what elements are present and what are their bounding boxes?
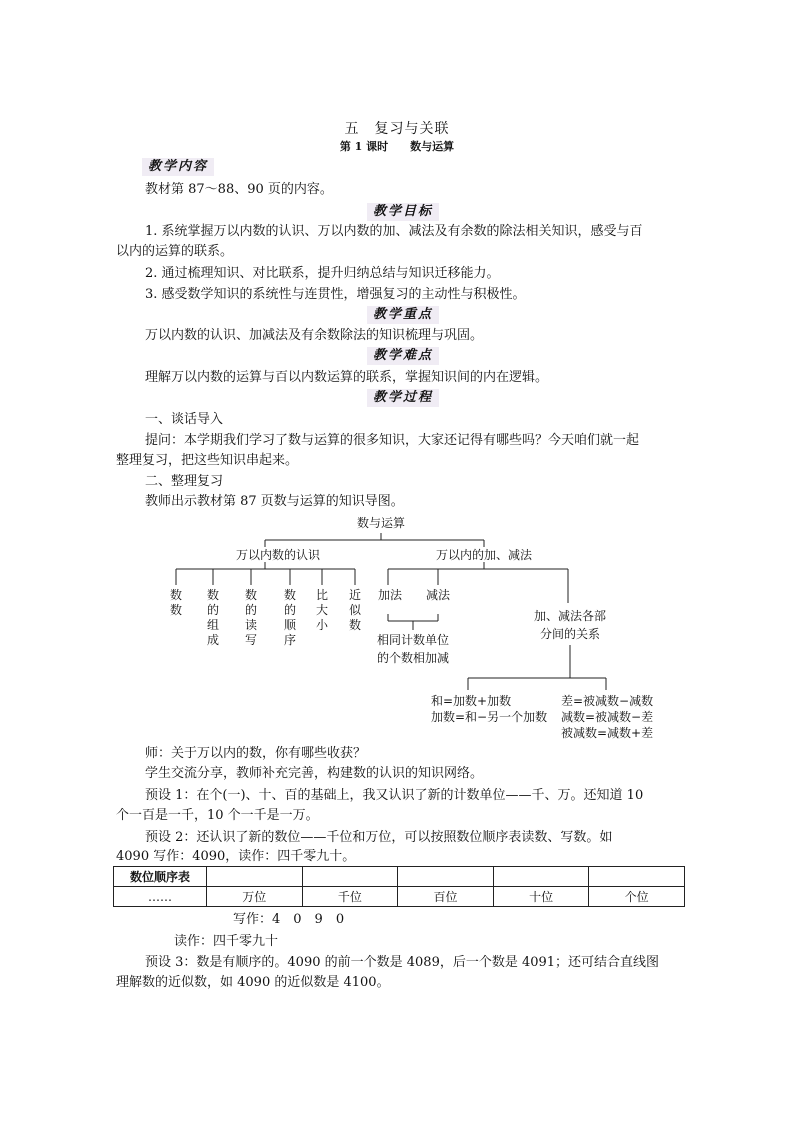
- add-relation-2: 加数=和−另一个加数: [431, 710, 548, 724]
- share-text: 学生交流分享，教师补充完善，构建数的认识的知识网络。: [145, 766, 484, 781]
- lesson-subtitle: 第 1 课时 数与运算: [339, 140, 455, 153]
- teacher-question: 师：关于万以内的数，你有哪些收获？: [145, 746, 367, 761]
- leaf-label-5: 比大小: [315, 588, 329, 632]
- show-map-text: 教师出示教材第 87 页数与运算的知识导图。: [145, 494, 404, 509]
- preset-2-line-2: 4090 写作：4090，读作：四千零九十。: [116, 849, 356, 864]
- empty-cell: [207, 867, 303, 887]
- page-title: 五 复习与关联: [344, 121, 450, 137]
- add-label: 加法: [377, 588, 403, 602]
- step-2-heading: 二、整理复习: [145, 474, 224, 489]
- key-text: 万以内数的认识、加减法及有余数除法的知识梳理与巩固。: [145, 328, 484, 343]
- goal-3: 3. 感受数学知识的系统性与连贯性，增强复习的主动性与积极性。: [145, 287, 526, 302]
- question-line-2: 整理复习，把这些知识串起来。: [116, 453, 299, 468]
- leaf-label-1: 数数: [169, 588, 183, 617]
- process-header: 教学过程: [367, 389, 439, 407]
- sub-relation-3: 被减数=减数+差: [561, 726, 654, 740]
- content-text: 教材第 87～88、90 页的内容。: [145, 182, 333, 197]
- sub-relation-2: 减数=被减数−差: [561, 710, 654, 724]
- place-tens: 十位: [493, 887, 589, 907]
- dots-cell: ……: [114, 887, 207, 907]
- unit-note-line-2: 的个数相加减: [376, 651, 450, 665]
- relation-line-2: 分间的关系: [539, 627, 601, 641]
- add-relation-1: 和=加数+加数: [431, 694, 512, 708]
- step-1-heading: 一、谈话导入: [145, 412, 224, 427]
- goal-1-line-2: 以内的运算的联系。: [116, 244, 234, 259]
- right-branch-label: 万以内的加、减法: [435, 548, 533, 562]
- empty-cell: [493, 867, 589, 887]
- write-line: 写作：4 0 9 0: [233, 912, 345, 927]
- left-leaves: [170, 587, 362, 647]
- place-ten-thousands: 万位: [207, 887, 303, 907]
- leaf-label-2: 数的组成: [206, 588, 220, 647]
- read-line: 读作：四千零九十: [174, 934, 279, 949]
- sub-relation-1: 差=被减数−减数: [561, 694, 654, 708]
- goal-2: 2. 通过梳理知识、对比联系，提升归纳总结与知识迁移能力。: [145, 266, 500, 281]
- table-header-cell: 数位顺序表: [114, 867, 207, 887]
- goals-header: 教学目标: [367, 203, 439, 221]
- difficult-text: 理解万以内数的运算与百以内数运算的联系，掌握知识间的内在逻辑。: [145, 370, 549, 385]
- preset-2-line-1: 预设 2：还认识了新的数位——千位和万位，可以按照数位顺序表读数、写数。如: [145, 830, 613, 845]
- place-hundreds: 百位: [398, 887, 494, 907]
- difficult-header: 教学难点: [367, 347, 439, 365]
- empty-cell: [398, 867, 494, 887]
- leaf-label-3: 数的读写: [244, 588, 258, 647]
- preset-1-line-1: 预设 1：在个(一)、十、百的基础上，我又认识了新的计数单位——千、万。还知道 10: [145, 788, 644, 803]
- sub-label: 减法: [425, 588, 451, 602]
- place-thousands: 千位: [302, 887, 398, 907]
- place-ones: 个位: [589, 887, 685, 907]
- leaf-label-4: 数的顺序: [283, 588, 297, 647]
- preset-1-line-2: 个一百是一千，10 个一千是一万。: [116, 808, 319, 823]
- empty-cell: [302, 867, 398, 887]
- unit-note-line-1: 相同计数单位: [376, 633, 450, 647]
- mindmap-root: 数与运算: [356, 516, 406, 530]
- key-header: 教学重点: [367, 306, 439, 324]
- relation-line-1: 加、减法各部: [533, 609, 607, 623]
- preset-3-line-2: 理解数的近似数，如 4090 的近似数是 4100。: [116, 975, 390, 990]
- question-line-1: 提问：本学期我们学习了数与运算的很多知识，大家还记得有哪些吗？今天咱们就一起: [145, 433, 640, 448]
- empty-cell: [589, 867, 685, 887]
- goal-1-line-1: 1. 系统掌握万以内数的认识、万以内数的加、减法及有余数的除法相关知识，感受与百: [145, 224, 643, 239]
- left-branch-label: 万以内数的认识: [235, 548, 321, 562]
- place-value-table: [113, 866, 685, 907]
- preset-3-line-1: 预设 3：数是有顺序的。4090 的前一个数是 4089，后一个数是 4091；还可结合直线图: [145, 955, 660, 970]
- leaf-label-6: 近似数: [348, 588, 362, 632]
- content-header: 教学内容: [142, 158, 214, 176]
